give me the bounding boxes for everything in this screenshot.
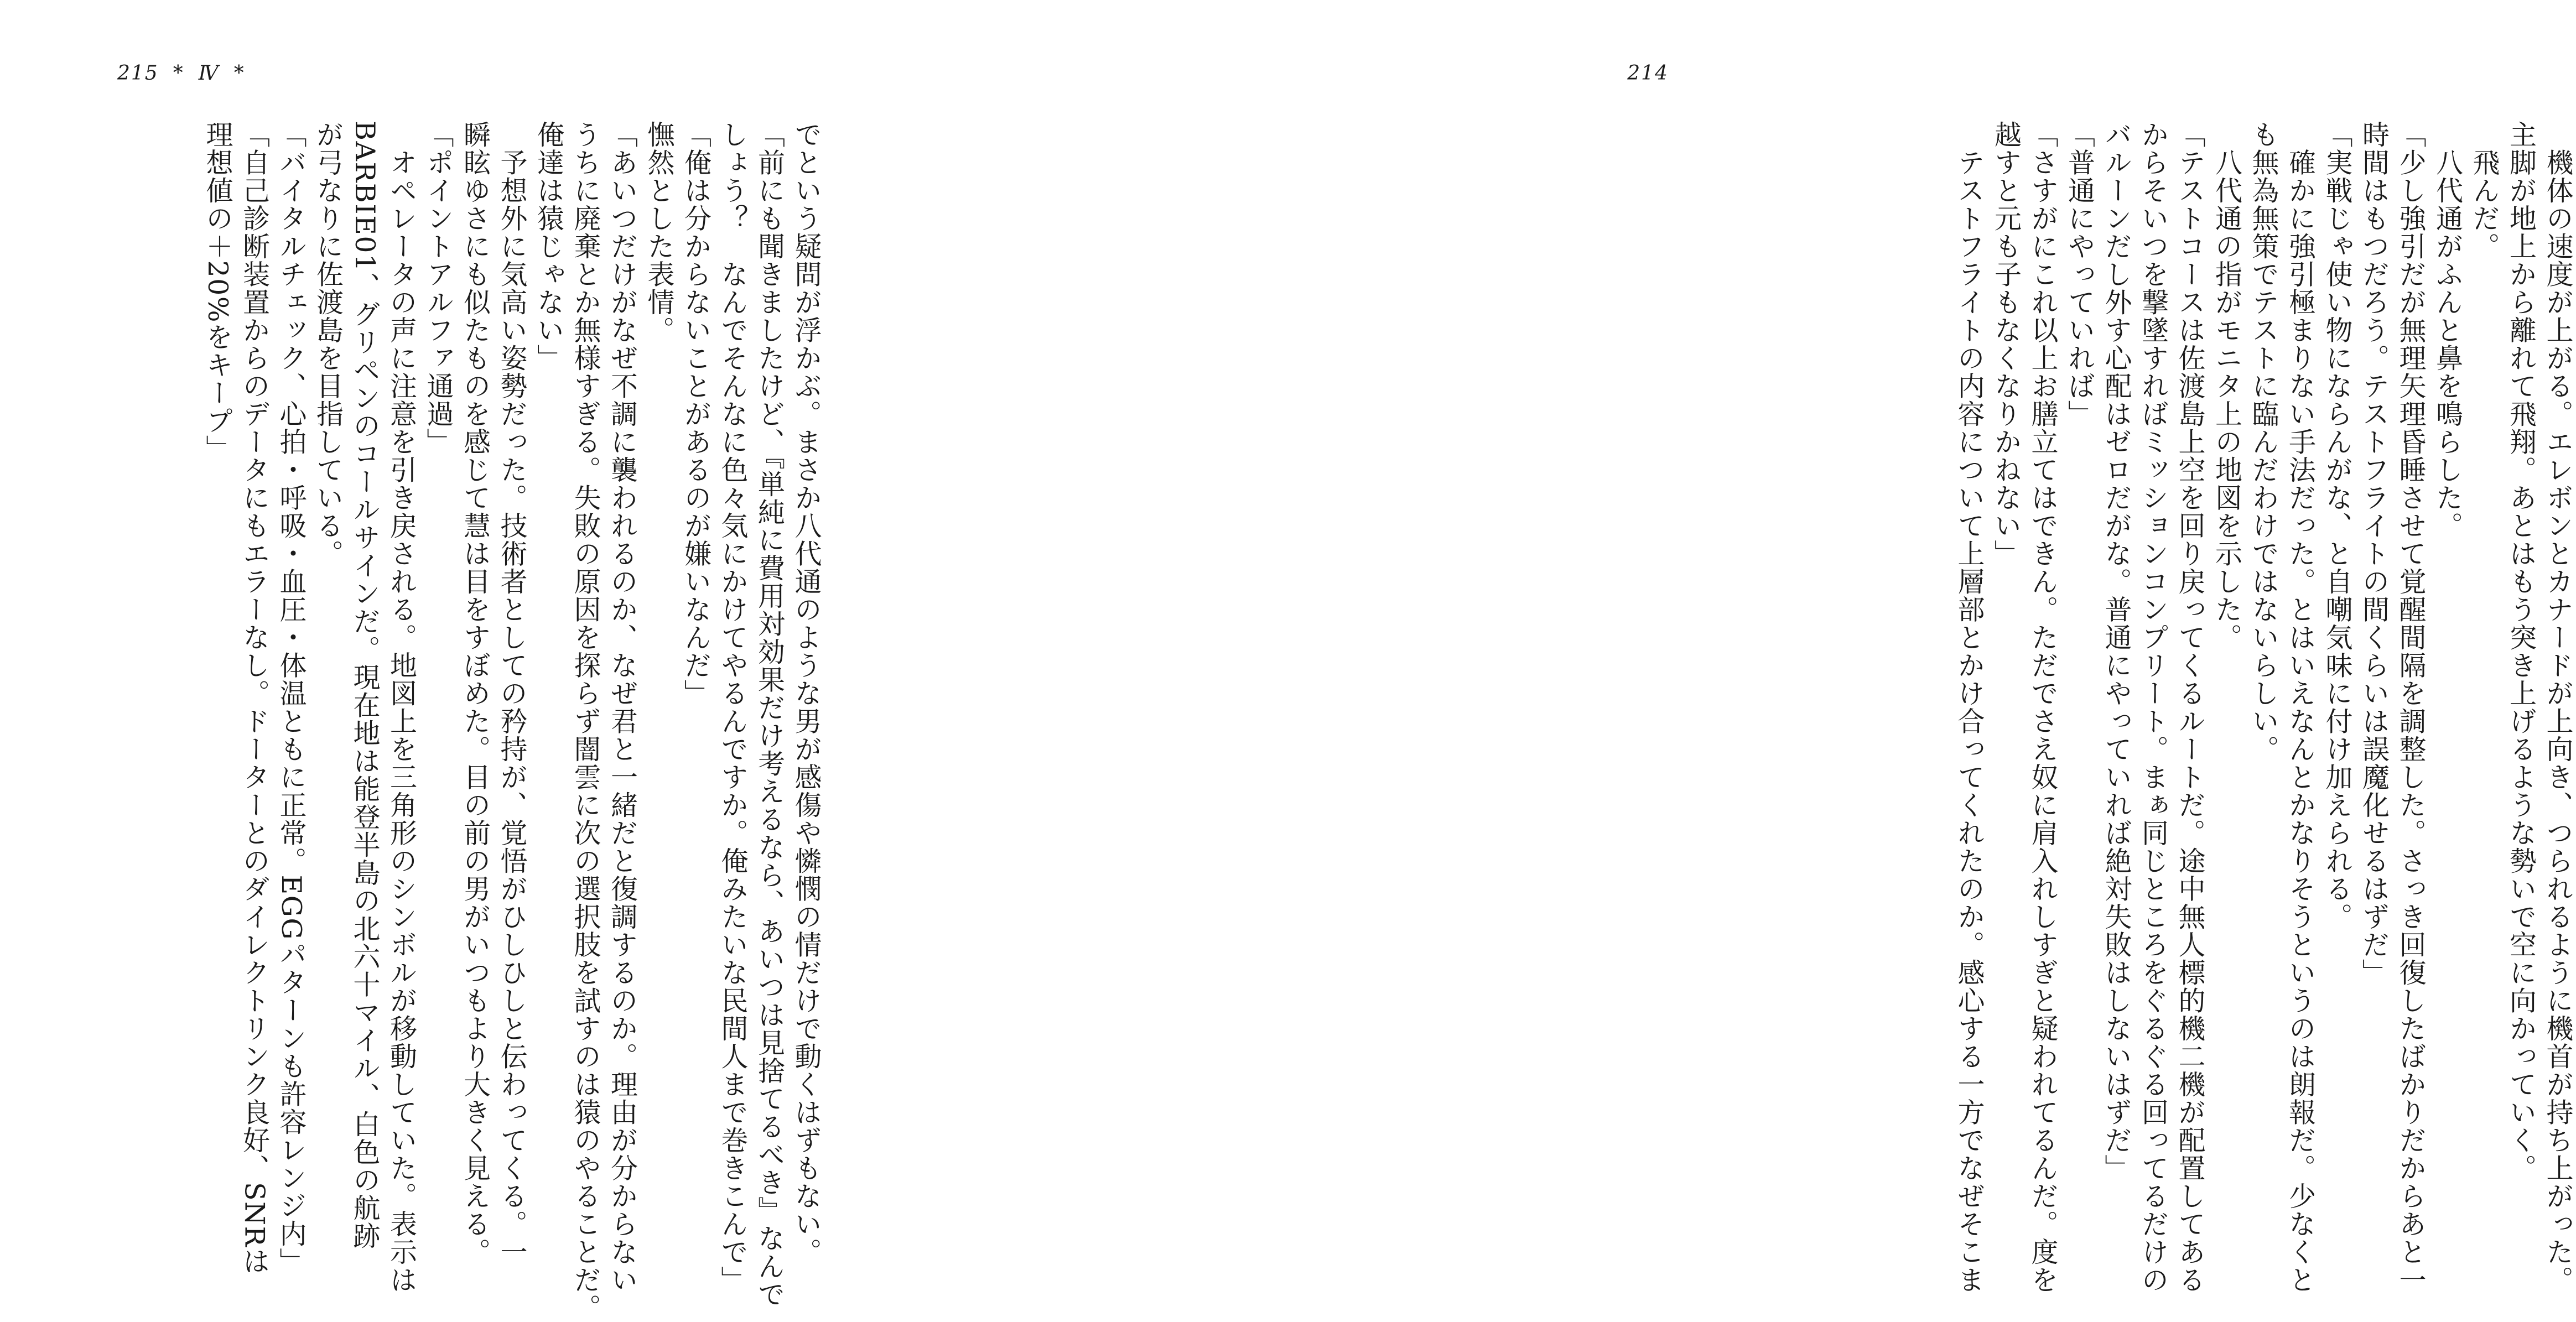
text-line: 飛んだ。 (2466, 121, 2503, 1232)
right-page-number: 214 (1627, 62, 1669, 85)
text-line: テストフライトの内容について上層部とかけ合ってくれたのか。感心する一方でなぜそこま (1951, 121, 1988, 1232)
text-line: 「少し強引だが無理矢理昏睡させて覚醒間隔を調整した。さっき回復したばかりだからあと一 (2392, 121, 2429, 1232)
text-line: 瞬眩ゆさにも似たものを感じて慧は目をすぼめた。目の前の男がいつもより大きく見える。 (456, 121, 494, 1232)
text-line: 主脚が地上から離れて飛翔。あとはもう突き上げるような勢いで空に向かっていく。 (2502, 121, 2539, 1232)
text-line: うちに廃棄とか無様すぎる。失敗の原因を探らず闇雲に次の選択肢を試すのは猿のやることだ。 (567, 121, 604, 1232)
text-line: 「バイタルチェック、心拍・呼吸・血圧・体温ともに正常。EGGパターンも許容レンジ内」 (273, 121, 310, 1232)
text-line: 予想外に気高い姿勢だった。技術者としての矜持が、覚悟がひしひしと伝わってくる。一 (494, 121, 531, 1232)
text-line: も無為無策でテストに臨んだわけではないらしい。 (2245, 121, 2282, 1232)
text-line: バルーンだし外す心配はゼロだがな。普通にやっていれば絶対失敗はしないはずだ」 (2098, 121, 2135, 1232)
text-line: 越すと元も子もなくなりかねない」 (1987, 121, 2024, 1232)
text-line: が弓なりに佐渡島を目指している。 (309, 121, 346, 1232)
left-running-head (117, 62, 259, 85)
text-line: 「実戦じゃ使い物にならんがな、と自嘲気味に付け加えられる。 (2319, 121, 2356, 1232)
left-page-number: 215 (117, 62, 159, 85)
text-line: 憮然とした表情。 (641, 121, 678, 1232)
right-running-head (1627, 62, 1669, 85)
text-line: 理想値の＋20%をキープ」 (199, 121, 236, 1232)
text-line: 八代通がふんと鼻を鳴らした。 (2429, 121, 2466, 1232)
text-line: 機体の速度が上がる。エレボンとカナードが上向き、つられるように機首が持ち上がった。 (2539, 121, 2576, 1232)
chapter-mark-end: * (234, 62, 245, 85)
chapter-mark-start: * (173, 62, 184, 85)
text-line: 「自己診断装置からのデータにもエラーなし。ドーターとのダイレクトリンク良好、SNRは (236, 121, 273, 1232)
text-line: からそいつを撃墜すればミッションコンプリート。まぁ同じところをぐるぐる回ってるだけの (2134, 121, 2172, 1232)
text-line: 八代通の指がモニタ上の地図を示した。 (2208, 121, 2245, 1232)
text-line: 「テストコースは佐渡島上空を回り戻ってくるルートだ。途中無人標的機二機が配置してある (2172, 121, 2209, 1232)
text-line: 「俺は分からないことがあるのが嫌いなんだ」 (677, 121, 714, 1232)
text-line: 「ポイントアルファ通過」 (420, 121, 457, 1232)
right-page (894, 0, 1788, 1293)
left-page (0, 0, 894, 1293)
text-line: BARBIE01、グリペンのコールサインだ。現在地は能登半島の北六十マイル、白色の航跡 (346, 121, 383, 1232)
text-line: 「あいつだけがなぜ不調に襲われるのか、なぜ君と一緒だと復調するのか。理由が分からない (604, 121, 641, 1232)
chapter-numeral: Ⅳ (199, 62, 220, 85)
text-line: 時間はもつだろう。テストフライトの間くらいは誤魔化せるはずだ」 (2355, 121, 2392, 1232)
right-body-text (1867, 121, 2576, 1232)
text-line: オペレータの声に注意を引き戻される。地図上を三角形のシンボルが移動していた。表示は (383, 121, 420, 1232)
left-body-text (116, 121, 824, 1232)
text-line: 「前にも聞きましたけど、『単純に費用対効果だけ考えるなら、あいつは見捨てるべき』なんで (751, 121, 788, 1232)
text-line: 「普通にやっていれば」 (2061, 121, 2098, 1232)
text-line: でという疑問が浮かぶ。まさか八代通のような男が感傷や憐憫の情だけで動くはずもない。 (788, 121, 825, 1232)
text-line: 俺達は猿じゃない」 (530, 121, 567, 1232)
text-line: 「さすがにこれ以上お膳立てはできん。ただでさえ奴に肩入れしすぎと疑われてるんだ。度を (2024, 121, 2061, 1232)
text-line: 確かに強引極まりない手法だった。とはいえなんとかなりそうというのは朗報だ。少なくと (2282, 121, 2319, 1232)
text-line: しょう？ なんでそんなに色々気にかけてやるんですか。俺みたいな民間人まで巻きこんで」 (714, 121, 751, 1232)
